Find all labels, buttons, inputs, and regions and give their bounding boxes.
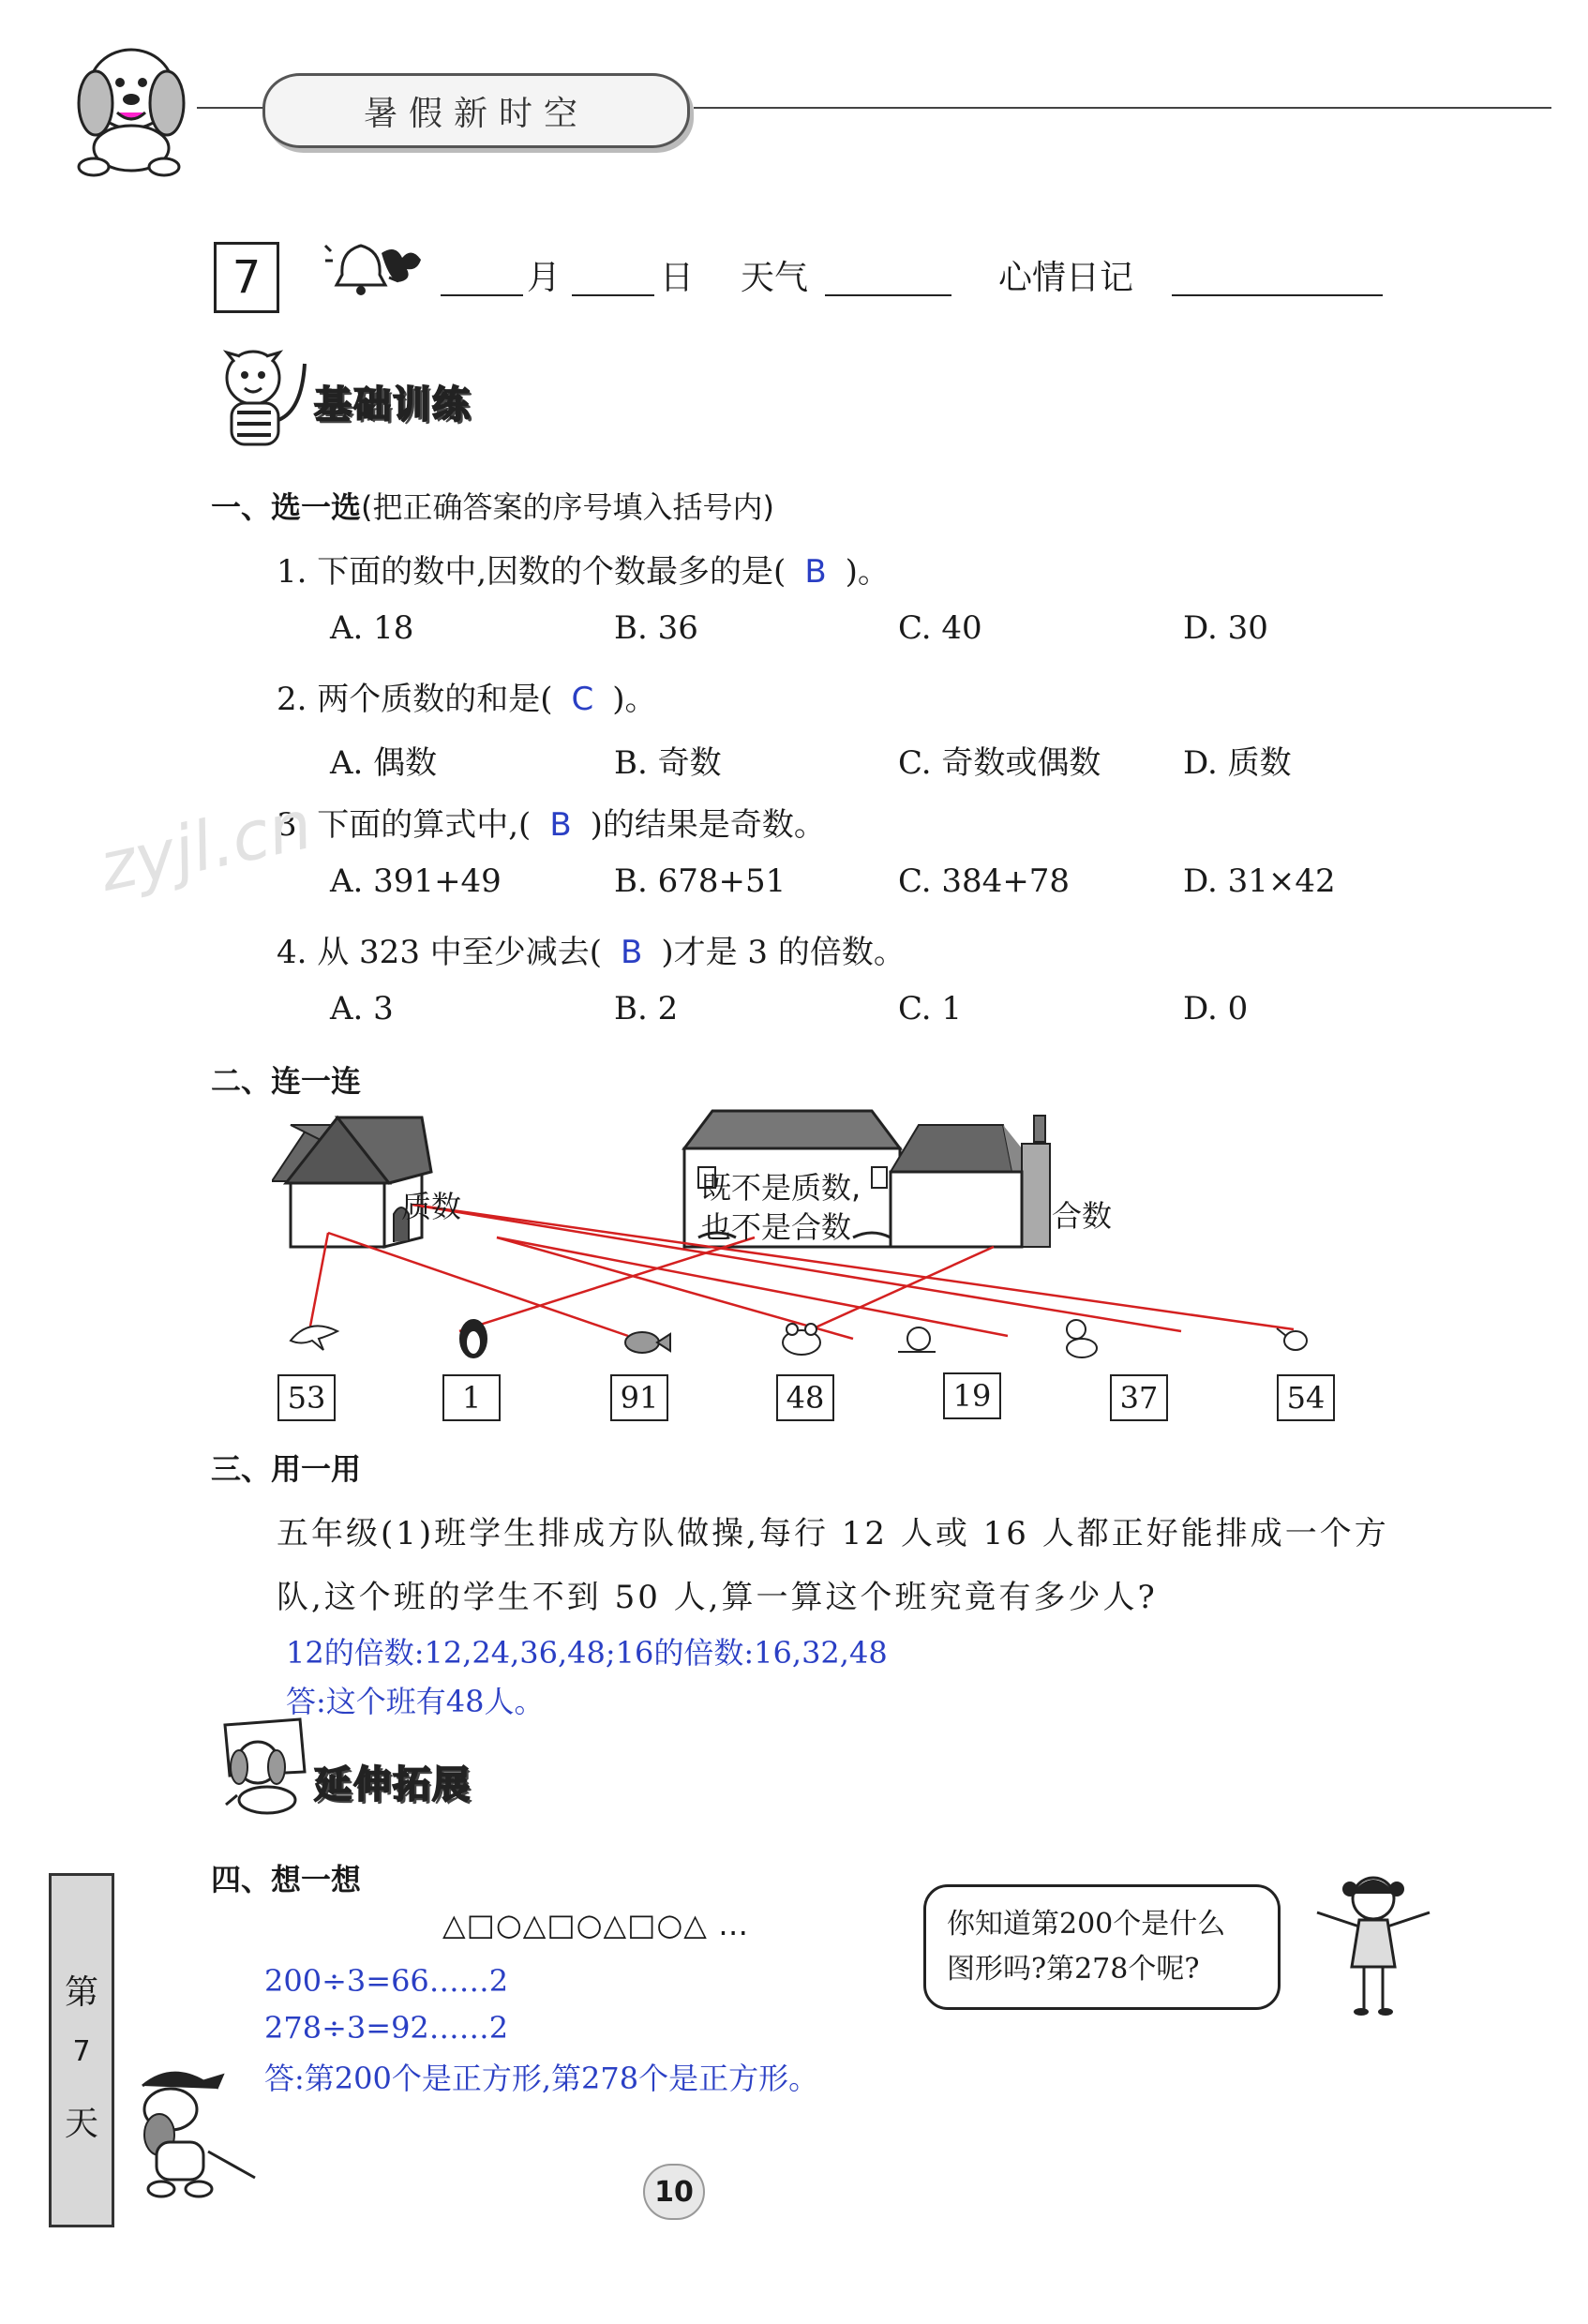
q1-option-c[interactable]: C. 40 xyxy=(898,609,982,647)
number-box-19[interactable]: 19 xyxy=(943,1372,1001,1419)
neither-label-2: 也不是合数 xyxy=(701,1209,852,1245)
dolphin-icon xyxy=(291,1326,337,1350)
tiger-icon xyxy=(211,345,314,457)
q4-option-c[interactable]: C. 1 xyxy=(898,990,963,1027)
q1-option-b[interactable]: B. 36 xyxy=(614,609,698,647)
q2-end: )。 xyxy=(612,681,657,718)
section4-title: 四、想一想 xyxy=(211,1862,362,1897)
month-label: 月 xyxy=(527,259,562,297)
number-box-54[interactable]: 54 xyxy=(1277,1374,1335,1421)
section3-answer-line2: 答:这个班有48人。 xyxy=(286,1684,545,1719)
question-3 xyxy=(277,799,826,845)
frog-icon xyxy=(783,1324,820,1355)
question-4 xyxy=(277,926,906,972)
diary-blank[interactable] xyxy=(1172,294,1383,296)
q3-option-a[interactable]: A. 391+49 xyxy=(330,862,502,900)
q4-option-d[interactable]: D. 0 xyxy=(1183,990,1249,1027)
day-label: 日 xyxy=(660,259,695,297)
banner-title: 暑假新时空 xyxy=(262,73,690,148)
snail-icon xyxy=(898,1327,936,1352)
cat-icon xyxy=(1067,1320,1097,1357)
prime-label: 质数 xyxy=(401,1189,462,1224)
number-box-91[interactable]: 91 xyxy=(610,1374,668,1421)
extension-badge: 延伸拓展 xyxy=(314,1763,472,1807)
composite-label: 合数 xyxy=(1052,1198,1113,1234)
q1-option-a[interactable]: A. 18 xyxy=(330,609,414,647)
question-2 xyxy=(277,673,657,719)
q1-text: 1. 下面的数中,因数的个数最多的是( xyxy=(277,553,787,591)
dog-icon xyxy=(211,1716,314,1822)
section3-title: 三、用一用 xyxy=(211,1451,362,1487)
day-blank[interactable] xyxy=(572,294,654,296)
puppy-illustration xyxy=(66,28,192,178)
sidebar-top: 第 xyxy=(64,1973,98,2012)
prime-house xyxy=(272,1117,431,1247)
fish-icon xyxy=(625,1332,670,1353)
day-number-box: 7 xyxy=(214,242,279,313)
q2-option-b[interactable]: B. 奇数 xyxy=(614,744,722,782)
weather-label: 天气 xyxy=(741,259,809,297)
number-box-37[interactable]: 37 xyxy=(1110,1374,1168,1421)
page-number: 10 xyxy=(643,2164,705,2220)
speech-bubble xyxy=(923,1884,1281,2010)
bell-icon xyxy=(323,232,431,321)
q2-option-d[interactable]: D. 质数 xyxy=(1183,744,1292,782)
section4-calc-278: 278÷3=92……2 xyxy=(264,2010,509,2046)
header-rule-left xyxy=(197,107,267,109)
q1-answer[interactable]: B xyxy=(804,553,827,591)
section2-title: 二、连一连 xyxy=(211,1063,362,1099)
bubble-line2: 图形吗?第278个呢? xyxy=(947,1953,1200,1986)
q3-text: 3. 下面的算式中,( xyxy=(277,806,532,844)
q2-answer[interactable]: C xyxy=(571,681,594,718)
dog-cap-illustration xyxy=(105,2048,264,2212)
girl-illustration xyxy=(1294,1866,1453,2029)
section3-line2: 队,这个班的学生不到 50 人,算一算这个班究竟有多少人? xyxy=(277,1579,1158,1616)
q3-option-d[interactable]: D. 31×42 xyxy=(1183,862,1336,900)
section4-answer: 答:第200个是正方形,第278个是正方形。 xyxy=(264,2061,819,2096)
watermark: zyjl.cn xyxy=(92,785,319,907)
weather-blank[interactable] xyxy=(825,294,951,296)
section4-calc-200: 200÷3=66……2 xyxy=(264,1963,509,1999)
q4-text: 4. 从 323 中至少减去( xyxy=(277,934,603,971)
sidebar-bottom: 天 xyxy=(64,2105,98,2143)
q3-option-b[interactable]: B. 678+51 xyxy=(614,862,787,900)
q2-option-a[interactable]: A. 偶数 xyxy=(330,744,438,782)
section1-heading: 一、选一选 xyxy=(211,489,362,525)
q1-end: )。 xyxy=(845,553,890,591)
basic-training-badge: 基础训练 xyxy=(314,383,472,427)
q3-end: )的结果是奇数。 xyxy=(590,806,826,844)
sidebar-number: 7 xyxy=(72,2035,91,2068)
composite-house xyxy=(891,1116,1050,1247)
q4-option-a[interactable]: A. 3 xyxy=(330,990,394,1027)
section3-answer-line1: 12的倍数:12,24,36,48;16的倍数:16,32,48 xyxy=(286,1635,888,1671)
penguin-icon xyxy=(460,1320,487,1357)
q2-text: 2. 两个质数的和是( xyxy=(277,681,553,718)
number-box-1[interactable]: 1 xyxy=(442,1374,501,1421)
diary-label: 心情日记 xyxy=(998,259,1134,297)
q4-option-b[interactable]: B. 2 xyxy=(614,990,679,1027)
bubble-line1: 你知道第200个是什么 xyxy=(947,1908,1226,1941)
number-box-48[interactable]: 48 xyxy=(776,1374,834,1421)
bird-icon xyxy=(1277,1328,1307,1350)
q1-option-d[interactable]: D. 30 xyxy=(1183,609,1268,647)
section1-note: (把正确答案的序号填入括号内) xyxy=(361,489,774,525)
month-blank[interactable] xyxy=(441,294,523,296)
q4-end: )才是 3 的倍数。 xyxy=(661,934,906,971)
q3-answer[interactable]: B xyxy=(549,806,572,844)
question-1 xyxy=(277,546,890,592)
section1-title xyxy=(211,484,774,527)
q3-option-c[interactable]: C. 384+78 xyxy=(898,862,1071,900)
number-box-53[interactable]: 53 xyxy=(277,1374,336,1421)
header-rule-right xyxy=(694,107,1551,109)
q2-option-c[interactable]: C. 奇数或偶数 xyxy=(898,744,1101,782)
q4-answer[interactable]: B xyxy=(621,934,643,971)
neither-label-1: 既不是质数, xyxy=(701,1170,861,1206)
shape-sequence: △□○△□○△□○△ … xyxy=(442,1907,750,1942)
section3-line1: 五年级(1)班学生排成方队做操,每行 12 人或 16 人都正好能排成一个方 xyxy=(277,1515,1389,1552)
